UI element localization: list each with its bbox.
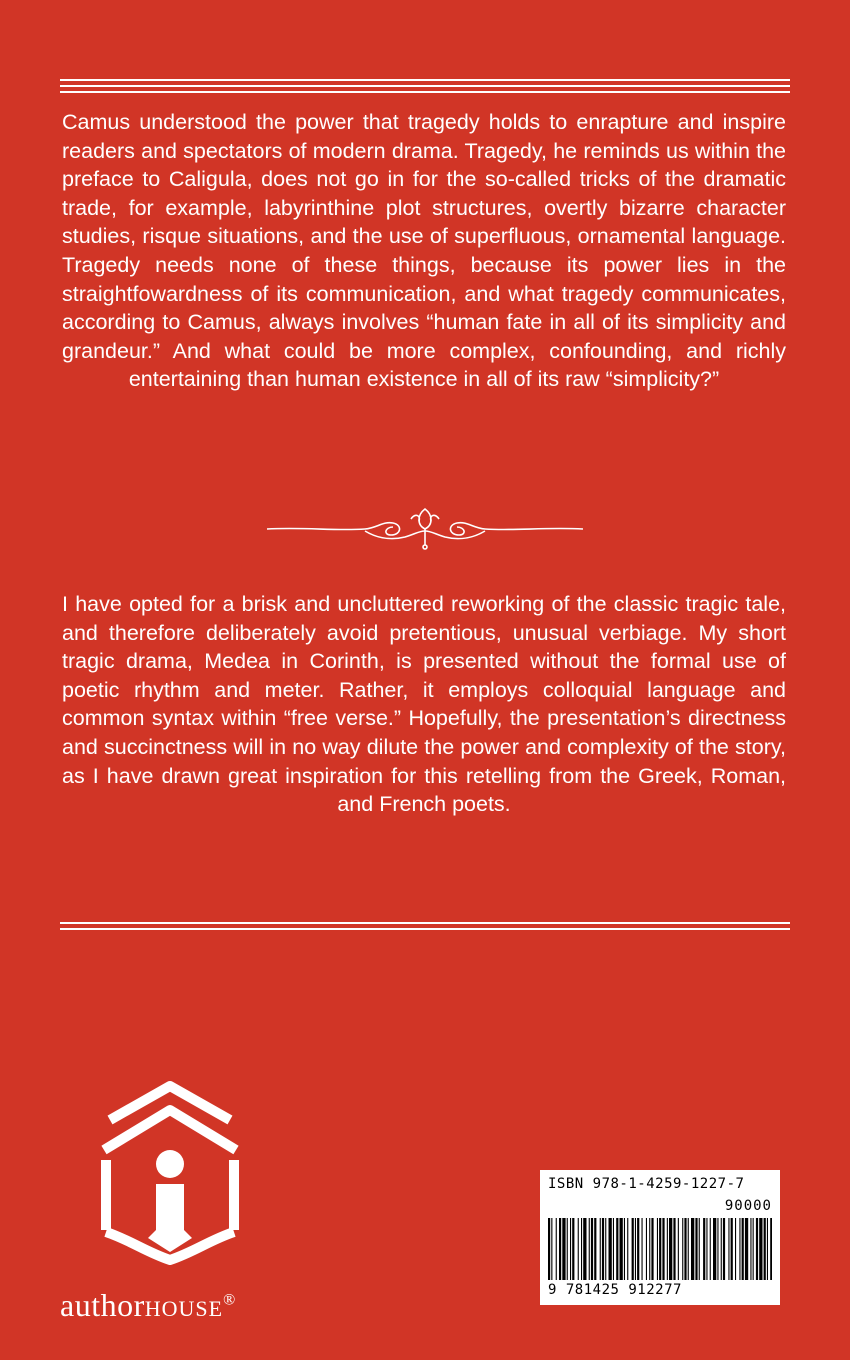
barcode-bar	[756, 1218, 758, 1280]
barcode-bar	[562, 1218, 565, 1280]
barcode-bar	[745, 1218, 748, 1280]
top-rule-2	[60, 85, 790, 87]
barcode-bar	[673, 1218, 675, 1280]
barcode-bars	[548, 1218, 772, 1280]
barcode-bar	[559, 1218, 561, 1280]
barcode-bar	[605, 1218, 606, 1280]
barcode-bar	[594, 1218, 596, 1280]
barcode-bar	[570, 1218, 571, 1280]
barcode-bar	[556, 1218, 557, 1280]
isbn-barcode	[540, 1170, 780, 1305]
barcode-bar	[649, 1218, 650, 1280]
barcode-bar	[583, 1218, 586, 1280]
top-rule-1	[60, 79, 790, 81]
barcode-bar	[713, 1218, 716, 1280]
isbn-label: ISBN 978-1-4259-1227-7	[548, 1176, 745, 1192]
barcode-bar	[717, 1218, 718, 1280]
isbn-digits: 9 781425 912277	[548, 1282, 682, 1298]
barcode-bar	[635, 1218, 636, 1280]
barcode-bar	[600, 1218, 601, 1280]
barcode-bar	[591, 1218, 593, 1280]
barcode-bar	[721, 1218, 722, 1280]
barcode-bar	[589, 1218, 590, 1280]
barcode-bar	[742, 1218, 744, 1280]
barcode-bar	[731, 1218, 733, 1280]
barcode-bar	[572, 1218, 574, 1280]
flourish-ornament	[265, 505, 585, 553]
barcode-bar	[578, 1218, 579, 1280]
intro-paragraph: Camus understood the power that tragedy holds to enrapture and inspire readers and spectators of modern drama. Tragedy, he reminds us within the preface to Caligula, does not go in for the so-called tricks of the dramatic trade, for example, labyrinthine plot structures, overtly bizarre character studies, risque situations, and the use of superfluous, ornamental language. Tragedy needs none of these things, because its power lies in the straightfowardness of its communication, and what tragedy communicates, according to Camus, always involves “human fate in all of its simplicity and grandeur.” And what could be more complex, confounding, and richly entertaining than human existence in all of its raw “simplicity?”	[62, 110, 786, 392]
barcode-bar	[548, 1218, 550, 1280]
barcode-bar	[767, 1218, 768, 1280]
barcode-bar	[667, 1218, 668, 1280]
barcode-bar	[750, 1218, 751, 1280]
barcode-bar	[659, 1218, 661, 1280]
barcode-bar	[764, 1218, 766, 1280]
barcode-bar	[684, 1218, 686, 1280]
barcode-bar	[581, 1218, 582, 1280]
barcode-bar	[620, 1218, 623, 1280]
barcode-bar	[735, 1218, 736, 1280]
barcode-bar	[695, 1218, 697, 1280]
publisher-logo-icon	[60, 1080, 280, 1310]
barcode-bar	[753, 1218, 754, 1280]
barcode-bar	[632, 1218, 634, 1280]
barcode-bar	[657, 1218, 658, 1280]
bottom-rule-2	[60, 928, 790, 930]
barcode-bar	[627, 1218, 628, 1280]
barcode-bar	[567, 1218, 568, 1280]
second-paragraph: I have opted for a brisk and uncluttered reworking of the classic tragic tale, and therefore deliberately avoid pretentious, unusual verbiage. My short tragic drama, Medea in Corinth, is presented without the formal use of poetic rhythm and meter. Rather, it employs colloquial language and common syntax within “free verse.” Hopefully, the presentation’s directness and succinctness will in no way dilute the power and complexity of the story, as I have drawn great inspiration for this retelling from the Greek, Roman, and French poets.	[62, 592, 786, 817]
barcode-bar	[551, 1218, 552, 1280]
barcode-bar	[669, 1218, 672, 1280]
barcode-bar	[624, 1218, 625, 1280]
barcode-bar	[678, 1218, 679, 1280]
barcode-bar	[616, 1218, 618, 1280]
top-rule-3	[60, 91, 790, 93]
barcode-bar	[609, 1218, 612, 1280]
barcode-bar	[699, 1218, 700, 1280]
barcode-bar	[723, 1218, 725, 1280]
barcode-bar	[728, 1218, 729, 1280]
barcode-bar	[703, 1218, 705, 1280]
barcode-bar	[646, 1218, 647, 1280]
bottom-rule-1	[60, 922, 790, 924]
barcode-bar	[691, 1218, 694, 1280]
barcode-bar	[602, 1218, 604, 1280]
publisher-wordmark: authorHOUSE®	[60, 1287, 236, 1323]
barcode-bar	[688, 1218, 689, 1280]
barcode-bar	[710, 1218, 711, 1280]
barcode-bar	[651, 1218, 653, 1280]
barcode-bar	[706, 1218, 707, 1280]
barcode-bar	[662, 1218, 664, 1280]
barcode-bar	[613, 1218, 614, 1280]
barcode-bar	[637, 1218, 639, 1280]
barcode-bar	[682, 1218, 683, 1280]
barcode-bar	[759, 1218, 762, 1280]
barcode-bar	[642, 1218, 643, 1280]
barcode-bar	[739, 1218, 740, 1280]
barcode-bar	[770, 1218, 772, 1280]
price-code: 90000	[724, 1198, 772, 1214]
